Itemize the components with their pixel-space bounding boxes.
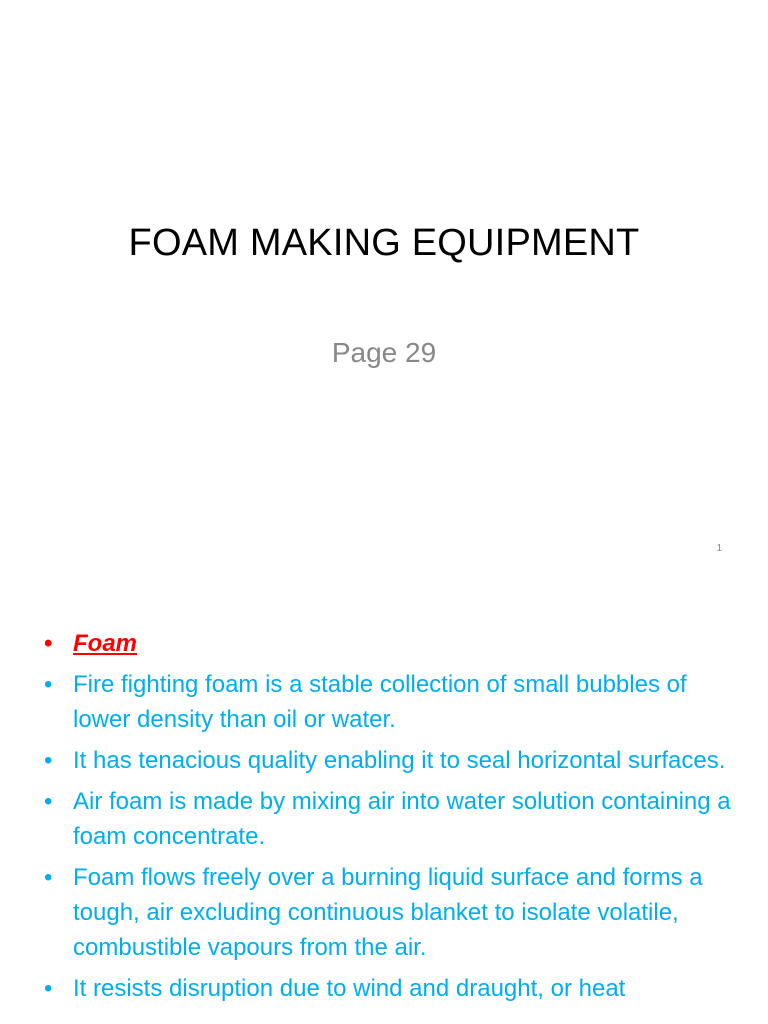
bullet-item-text: Fire fighting foam is a stable collection of small bubbles of lower density than oil or water. bbox=[73, 671, 687, 733]
bullet-item bbox=[44, 743, 734, 778]
bullet-list bbox=[44, 626, 734, 1012]
bullet-dot-icon: • bbox=[44, 975, 53, 1002]
bullet-item-text: Foam flows freely over a burning liquid surface and forms a tough, air excluding continuous blanket to isolate volatile, combustible vapours from the air. bbox=[73, 864, 703, 961]
bullet-dot-icon: • bbox=[44, 864, 53, 891]
slide-title: FOAM MAKING EQUIPMENT bbox=[128, 222, 640, 264]
bullet-item bbox=[44, 860, 734, 965]
bullet-item bbox=[44, 667, 734, 737]
content-slide bbox=[0, 576, 768, 1024]
bullet-item-text: Air foam is made by mixing air into water solution containing a foam concentrate. bbox=[73, 788, 731, 850]
bullet-heading bbox=[44, 626, 734, 661]
bullet-dot-icon: • bbox=[44, 630, 53, 657]
bullet-dot-icon: • bbox=[44, 671, 53, 698]
slide-number: 1 bbox=[716, 543, 722, 554]
bullet-item bbox=[44, 971, 734, 1006]
bullet-dot-icon: • bbox=[44, 788, 53, 815]
bullet-dot-icon: • bbox=[44, 747, 53, 774]
bullet-heading-text: Foam bbox=[73, 630, 138, 657]
bullet-item-text: It has tenacious quality enabling it to seal horizontal surfaces. bbox=[73, 747, 726, 774]
bullet-item-text: It resists disruption due to wind and draught, or heat bbox=[73, 975, 626, 1002]
slide-subtitle: Page 29 bbox=[331, 337, 437, 368]
bullet-item bbox=[44, 784, 734, 854]
